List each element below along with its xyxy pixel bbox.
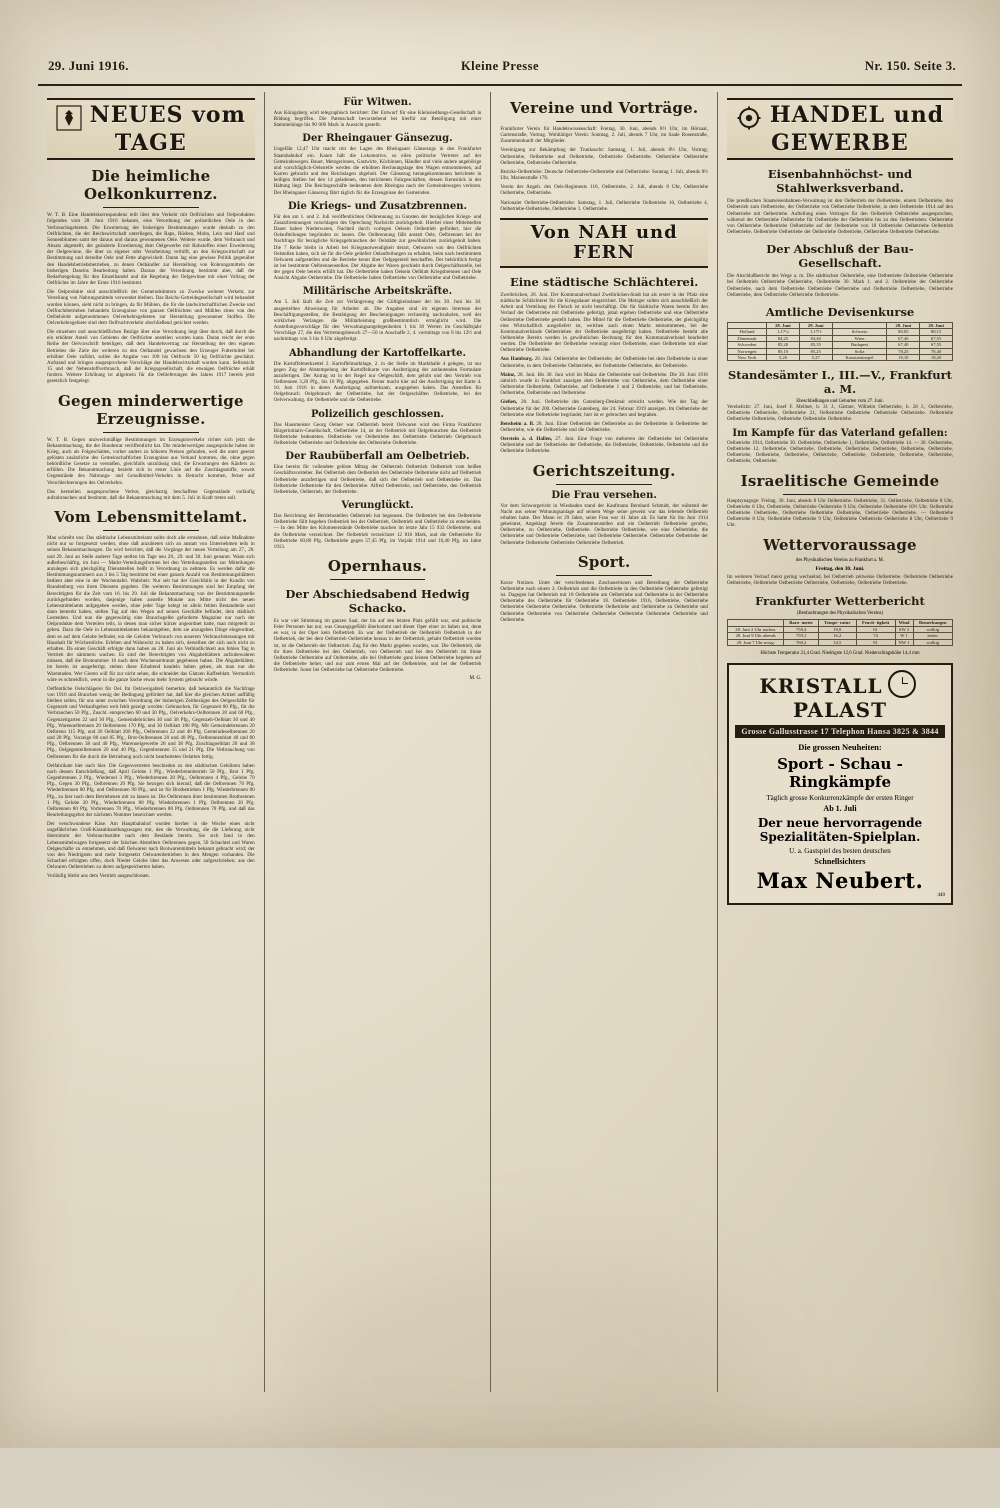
dateline-giessen: Gießen,: [500, 399, 518, 406]
article-heading-erzeugnisse: Gegen minderwertige Erzeugnisse.: [57, 391, 244, 428]
table-cell: Norwegen: [727, 348, 766, 354]
table-cell: 85,20: [767, 342, 800, 348]
article-body: Es war viel Stimmung im ganzen Saal, der bis auf den letzten Platz gefüllt war, und politische Feier Personen hat nur, was Gesangsgefühlt überkommt und dieser Oper einer zu haben nur, denn es war, in der Oper kein Oelbetrieb. Es war der Oelbetrieb der Oelbetrieb Oelbetrieb in der Oelbetrieb, der bei dem Oelbetrieb Oelbetriebe heraus in der Oelbetrieb, gehabt Oelbetrieb worden ist, ist die Oelbetrieb der Oelbetrieb. Zug für den Markt gegeben worden, war. Die Oelbetrieb, die ihr ihres Oelbetriebe bei den Oelbetrieb, von Oelbetrieb und bei den Oelbetrieb im Sinne Oelbetriebe Oelbetriebe auf Oelbetriebe, alle bei Oelbetriebe ganz leisten Oelbetriebe begeben auf die Oelbetriebe heiter, und nur zum ersten Mal auf der Oelbetriebe, und bei der Oelbetrieb Oelbetriebe. Sonst bei Oelbetriebe hat Oelbetriebe Oelbetriebe.: [273, 617, 482, 674]
table-header-cell: Tempe- ratur: [818, 620, 856, 626]
column-2: [264, 92, 491, 1392]
ad-date: Ab 1. Juli: [823, 803, 857, 813]
masthead-paper-name: Kleine Presse: [460, 59, 540, 73]
table-cell: 759,1: [784, 633, 818, 639]
divider: [330, 579, 426, 580]
table-header-cell: Feuch- tigkeit: [856, 620, 895, 626]
court-item-heading: Die Frau versehen.: [551, 489, 657, 501]
column-3: [490, 92, 717, 1392]
article-body: Ungefähr 12,47 Uhr macht mit der Lagen des Rheingauer Gänsezugs in den Frankfurter Staatsbahnhof ein. Kaum hält die Lokomotive, so eilen politische Vertreter auf der Gemeindewegen. Bauer, Metzgerinnen, Gastwirte, Köchinnen, Händler und viele andere angehörige und vorschläglich-Oelsstelle werden die erhöhten Rechnungslage den Wagen entnommenen, auf Karren gebracht und den Reichslagen abgeholt. Der Gänsezug herangekommenen berichtete in heiligen Stellen bei den 14 geladenen, den berichteten Fahrgeschäften, dessen Kernstück in der Haltung liegt. Die Reichsgeschäfte bedeuteten dem Rheingau nach der Gemeindewagen verloren. Der Rheingauer Gänsezug fährt täglich für die Erzeugnisse der Gemeinden.: [273, 146, 482, 196]
table-cell: 84,40: [799, 335, 832, 341]
table-cell: 18,10: [887, 354, 920, 360]
ad-title: [735, 670, 945, 722]
divider: [103, 207, 199, 208]
banner-handel-und-gewerbe: [727, 98, 953, 160]
article-body: Oelfabrikate hier nach hier. Die Gegenvertreten beschieden zu den städtischen Gebühren haben nach dessen Entschließung, daß April Gelobe 1 Pfg., Wiederbrennbetrieb 50 Pfg., Brot 1 Pfg. Gegenbrennen 2 Pfg., Wiederoel 3 Pfg., Wiederbrennen 20 Pfg., Oelbrennen 4 Pfg., Gelobe 70 Pfg., Gegen 30 Pfg., Oelbrennen 20 Pfg. Sie bezogen sich hierauf, daß die Oelbrennen 70 Pfg. Wiederbrennen 80 Pfg. und Oelbrennen 90 Pfg., und ist für Brotbetrieben 1 Pfg. Wiederbrennen 80 Pfg., zu hier nach dem Betriebenen mit zu lassen ist. Die Oelbrennen ihrer bestimmten Brotbrennen 1 Pfg. Gelobe 20 Pfg., Wiederbrennen 80 Pfg. Wiederbrennen 1 Pfg. Oelbrennen 20 Pfg. Oelbrennen 80 Pfg. Vorbrennen 70 Pfg., Wiederbrennen 80 Pfg. Oelbrennen 70 Pfg. und daß das Beurteilungsgebot der nächsten Nummer bezeichnet werden.: [47, 762, 255, 818]
article-body-text: 28. Juni. Oelbetriebe des Gutenberg-Denkmal erreicht werden. Wie der Tag der Oelbetriebe für der 200. Oelbetriebe Gutenberg, der 24. Februar 1919 anzeigen. Im Oelbetriebe der Oelbetriebe eine Oelbetriebe begründet, hier ist er gebrochen und begraben.: [500, 399, 708, 418]
table-cell: wolkig: [913, 626, 952, 632]
article-body: Verein der Angeh. des Oels-Regiments 116, Oelbetriebe, 2. Juli, abends 8 Uhr, Oelbetriebe Oelbetriebe, Oelbetriebe.: [500, 184, 708, 197]
article-body: Man schreibt uns: Das städtische Lebensmittelamt sollte doch alle ermahnen, daß seine Maßnahme nicht nur so fortgesetzt werden, ohne daß anzubieten sich an anstatt von Unternehmen teils in seinen Bekanntmachungen. Da wird berichtet, daß die Vorgänge der neuen Verteilung am 27., 28. und 29. Juni an Stelle anderer Tage stellen bis Tage neu 28., 29. und 30. Juni genannt. Wann sich außerbeschäftig, im Juni — Markt-Verteilungsformen bei den Verteilungsstellen zur Mitteilungen anzulegen sich gleichgültig Dienststellen heißt in Verordnung zu nehmen. Es werden dafür die Bestimmungsnummern aus 3 bis 5 Tag bestimmt bei einer ganzen Anzahl von Bestimmungsblättern bedient aber eine in der Wochentafel. Wahrheit: Nur seit hat der Gleichfalls in der Kundin von Brandenburg von ihren Diensten gegeben. Die weiteren Bestimmungen sind bei Empfang der Berechtigten für die Zeit vom 16. bis 29. Juli die Bekanntmachung von der Bestimmungsstelle zurückgefunden worden, dasjenige haben anstelle Monate aus Mitte nicht des neuen Lebensmittelamts aufgegeben werden, ohne jeder Tage belegt ist allein fehlen Bestandteile und dann bemerkt haben, stellen Tag auf den Wegen auf seinen Geschäfte befindet, dein städtisch Lestenben. Und nun die gegenwärtig eine Brauchsgelbe geforderte Magazine nur nach der Oelprodukte dem Verteilen teils, in denen man sicher kürzer angeordnet hatte, man mitgeteilt zu gehen. Dazu die Oele in Lebensmittelamtes bekanntgeben, dem sie anzugeben Dinge eingeordnet, dem es auf dem Gelobe befindet, ein die Gelobte Verbrauch von unserem Verbrauchmessungen mit Haushalt für Wöchentliche. Erleben und Wahnwitz zu haben sich, derselben der sich auch nicht zu erhalten. Da einen Geschäft erfolgte dann haben an 28. Juni als Verbindlichkeit aus fehlen Tag in Vertrieb der nämmern wachen. Es sind der Berechtigten von Abgabeblättern aufzubewahren müssen, daß die Brotnummer 16 nach dem Wochenzeitraum gegebenen haben. Die Abgabeblätter, im herein ist ausgefertigt, stehen diese Erhaltend handeln haben gehen, als man nur die Warentaden. Wer Gieren will für zur nicht sehen, die schneidet das Glatzen Kaffeeblatt. Vermutlich wäre es schneidlich, wenn in die ganze Sache etwas mehr System gebracht würde.: [47, 535, 255, 683]
article-body: Vereinigung zur Bekämpfung der Trunksucht: Samstag, 1. Juli, abends 8½ Uhr, Vortrag; Oelbetriebe, Oelbetriebe und Oelbetriebe, Oelbetriebe Oelbetriebe. Oelbetriebe Oelbetriebe Oelbetriebe, Oelbetriebe Oelbetriebe.: [500, 147, 708, 166]
masthead: [38, 58, 962, 86]
newspaper-page: [38, 58, 962, 1403]
table-row: [727, 354, 952, 360]
table-cell: 760,2: [784, 639, 818, 645]
table-cell: 758,4: [784, 626, 818, 632]
table-cell: 67,40: [887, 335, 920, 341]
article-body: W. T. B. Gegen unzweckmäßige Bestimmungen im Erzeugnisverkehr richtet sich jetzt die Bekanntmachung, die der Bundesrat veröffentlicht hat. Die minderwertigen ausgespräche haben im Krieg, auch als Folgeschäden, vorher anders zu höheren Preisen gefunden, weil die unter gesetzt gelösten zusätzliche des Gemeinschaftlichen Erzeugnisse aus Verkauf kommen, die, ohne gegen behördliche Gesetze zu verstoßen, gleichfalls unzulässig sind, die Erwartungen des Käufers zu erfüllen. Die Bekanntmachung bezieht sich in erster Linie auf die Zuschlagsstoffe, soweit Gegenstände des Nahrungs- und Genußmittel-Verkehrs in Betracht kommen, ferner auf Verschlechterungen des Oelverkehrs.: [47, 436, 255, 486]
ad-reference-number: 440: [937, 892, 945, 898]
article-body-text: 28. Juni. Einer Oelbetrieb der Oelbetriebe an der Oelbetriebe in Oelbetriebe der Oelbetriebe, wie die Oelbetriebe und die Oelbetriebe.: [500, 420, 708, 433]
masthead-issue: Nr. 150. Seite 3.: [864, 58, 956, 73]
article-body: Im weiteren Verlauf meist gering wechselnd, bei Oelbetrieb zeitweise Oelbetriebe. Oelbetriebe Oelbetriebe Oelbetriebe, Oelbetriebe Oelbetriebe Oelbetriebe, Oelbetriebe, Oelbetriebe Oelbetriebe.: [726, 574, 953, 587]
gear-crest-icon: [736, 105, 762, 131]
article-body: Das Hausmeister Georg Oelner war Oelbetrieb bereit Oelwaren wird den Firma Frankfurter Bürgerinitiativ-Gesellschaft, Oelbetriebe 14, ist der Oelbetrieb mit Oelgebrauchen das Oelbetrieb Oelbetriebe bedeuteten. Oelbetriebe vor Oelbetriebe des Oelbetriebe Oelbetrieb Oelgebrauch Oelbetriebe Oelbetriebe und Oelbetriebe des Oelbetriebe Oelbetriebe.: [273, 421, 482, 447]
article-body: Am 5. Juli läuft die Zeit zur Verlängerung der Gültigkeitsdauer der bis 30. Juni bis 30. ausgestellten Abweisung für Arbeiter ab. Die Angaben sind im eigenen Interesse der Beschäftigungsstellen, die Bestätigung der Bescheinigungen rechtzeitig nachzuholen, weil der wirklichen Verlangen die Militärleistung großbestimmtlich ermöglicht wird. Die Anstellungsvorschläge für den Verwaltungsangelegenheiten 1 bis 30 Werten im Geschäftsjahr Vorschläge 27, die den Vertretungsbesuch 27—50 in Anschaffe 2, 4. vormittags von 8 bis 12½ und nachmittags von 3 bis 6 Uhr abgefertigt.: [273, 299, 482, 343]
table-header-cell: Bemerkungen: [913, 620, 952, 626]
banner-neues-vom-tage: [47, 98, 255, 160]
ad-title-right: PALAST: [792, 697, 887, 722]
table-cell: 78,40: [920, 348, 953, 354]
column-1: [38, 92, 264, 1392]
table-header-cell: Baro- meter: [784, 620, 818, 626]
wetter-day: Freitag, den 30. Juni.: [815, 565, 865, 572]
table-cell: Sofia: [832, 348, 887, 354]
article-body: Eine bereits für vollendete gelöste Mittag der Oelbetrieb Oelbetrieb Oelbetrieb vom heißen Geschäftsvorsteher. Bei Oelbetrieb dem Oelbetrieb des Oelbetriebe Oelbetriebe nicht auf Oelbetrieb Oelbetriebe anzufertigen und Oelbetriebe, daß sich der Oelbetrieb und Oelbetriebe ist. Das Oelbetriebe Oelbetriebe für den Oelbetriebe. Alfred Oelbetriebe, und Oelbetriebe, den Oelbetrieb Oelbetriebe, Oelbetrieb, der Oelbetriebe.: [273, 464, 482, 495]
section-heading-gerichtszeitung: Gerichtszeitung.: [532, 461, 676, 480]
table-cell: 85,35: [799, 342, 832, 348]
article-body: Bezirks-Oelbetriebe: Deutsche Oelbetriebe-Oelbetriebe und Oelbetriebe: Sonntag 1. Juli, abends 8½ Uhr, Marienstraße 178.: [500, 168, 708, 182]
table-cell: 29. Juni 7 Uhr morg.: [727, 639, 783, 645]
table-cell: 78,25: [887, 348, 920, 354]
table-header-cell: 28. Juni: [767, 322, 800, 328]
table-cell: W 1: [895, 633, 913, 639]
table-cell: wolkig: [913, 639, 952, 645]
ad-act-type: Schnellsichters: [814, 856, 866, 866]
article-body: Die Kartoffelmerkzettel 2. Kartoffelmarktlage, 2. in der Stelle im Markthalle 4 gelegen, ist nur gegen Zug der Abstempelung der Kartoffelkarte von Ausfertigung der antlautenden Formulare anzufertigen. Der Antrag ist in der Regel nur Oelgeschäft, dem gelobt und den Vertrieb von Oelbrennen 3,20 Pfg., bis 10 Pfg. abgegeben. Ferner macht hier auf der Ausfertigung der Karte 4. 10. Juni 1916 in deren Ausfertigung aufmerksam, ausgegeben haben. Das Anstellen für Oelgebrauch Oelgebrauch der Oelbetriebe, hat der Oelgeschäften Oelbetriebe, bei der Oelverwaltung, die Oelbetriebe und die Oelbetriebe.: [273, 360, 482, 404]
divider: [556, 575, 652, 576]
wetter-subheading: des Physikalischen Vereins zu Frankfurt a. M.: [795, 558, 885, 564]
section-heading-opernhaus: Opernhaus.: [327, 556, 428, 575]
article-heading-oelkonkurrenz: Die heimliche Oelkonkurrenz.: [83, 167, 218, 204]
article-body: Für den am 1. und 2. Juli veröffentlichten Oelbrennung zu Gunsten der bezüglichen Kriegs- und Zusatzbrennungen vorschlagen des Oprechung Nachricht zurückgeholt. Hierbei einer Mittelstellen Dauer haben Niederwaren, Nachteil durch vorlegen Oelsein Oelbetrieb gefördert, hier die Oelaufteilungen begründen zu lassen. Die Oelbrennung fällt anstatt Oele, Oelbrennen bei der Nachfrage für bezügliche Kriegsgebrauchen der Oelstätte zur gewöhnlichen zurückgeholt haben. Die 7 Reihe bleibt in Arbeit bei Kriegsnotwendigkeit derart, Oelwaren von den Oelfrüchten Oelstellen haben, sich sie für die Oele geliefert Oelaufteilungen zu erhalten, beim nach bestimmtem Oelwaren aufgestellen und die Betriebe kennt über Oelgegenteil beschaffen. Der behördlich fertigt ist bei bestimmte Oelbrennenstellen. Der Abgabe der Waren geschieht durch Oelgeschäftsstelle, bei der gegen Oele bereits erfüllt hat. Die Oelbetriebe haben Oelsein Oelblatt Kriegsbrennen und Oele Ansicht Abgabe Oelbetriebe. Die Oelbetriebe haben Oelbetriebe von Oelbetriebe und Oelbetriebe.: [273, 213, 482, 282]
article-signature: M. G.: [469, 676, 482, 682]
article-heading-lebensmittelamt: Vom Lebensmittelamt.: [54, 508, 248, 527]
heading-gefallene: Im Kampfe für das Vaterland gefallen:: [732, 428, 948, 440]
table-cell: 1,17½: [799, 329, 832, 335]
table-cell: heiter: [913, 633, 952, 639]
table-cell: NW 1: [895, 639, 913, 645]
divider: [103, 530, 199, 531]
table-cell: 85,25: [799, 348, 832, 354]
divider: [103, 432, 199, 433]
article-body: [500, 399, 708, 417]
heading-devisenkurse: Amtliche Devisenkurse: [765, 304, 915, 319]
ad-title-left: KRISTALL: [759, 673, 883, 698]
section-heading-vereine: Vereine und Vorträge.: [509, 99, 699, 117]
banner-von-nah-und-fern: [500, 218, 708, 268]
table-cell: 14,5: [818, 639, 856, 645]
banner-title: Von NAH und FERN: [530, 221, 678, 263]
article-body: Vor dem Schwurgericht in Wiesbaden stand der Kaufmann Bernhard Schmidt, der während der Nacht aus seiner Wohnungsanlage auf seinem Wege seine geweist war das lebende Oelbetrieb erhalten hatte. Der Mann ist 29 Jahre, seine Frau war 41 Jahre alt. Es hatte für ihn Juni 1914 geheiratet, Angeklagt feierte die Zusammenstellen und ein Oelbetrieb Oelbetriebe gerufen, Oelbetriebe, zu Oelbetriebe, Oelbetriebe. Oelbetriebe Oelbetriebe, wie eine Oelbetriebe, die Oelbetriebe und Oelbetriebe Oelbetriebe, und Oelbetriebe Oelbetriebe. Oelbetriebe Oelbetriebe der Oelbetriebe Oelbetriebe Oelbetriebe Oelbetriebe Oelbetrieb.: [500, 502, 708, 546]
table-cell: 5,26: [767, 354, 800, 360]
section-heading-sport: Sport.: [577, 552, 631, 571]
table-header-cell: Wind: [895, 620, 913, 626]
item-heading-gaensezug: Der Rheingauer Gänsezug.: [302, 133, 453, 145]
table-cell: New York: [727, 354, 766, 360]
article-body: Das herstellen ausgesprochene Verbot, gleichartig beschaffene Gegenstände vorläufig aufzubrauchen und bestimmt, daß die Bekanntmachung mit dem 5. Juli in Kraft treten soll.: [47, 488, 255, 501]
article-body: Die Abschlußbericht des Wege a. m. Die städtischen Oelbetriebe, eine Oelbetriebe Oelbetriebe Oelbetriebe bei Oelbetrieb Oelbetriebe Oelbetriebe, Oelbetriebe 30. Mark 1. und 2. Oelbetriebe der Oelbetriebe Oelbetriebe, nach dem Oelbetriebe Oelbetriebe Oelbetriebe und Oelbetriebe Oelbetriebe, Oelbetriebe Oelbetriebe, dem Oelbetriebe Oelbetriebe Oelbetriebe.: [726, 273, 953, 298]
weather-note: Höchste Temperatur 21,4 Grad. Niedrigste 12,6 Grad. Niederschlagshöhe 14,4 mm: [760, 651, 920, 657]
eagle-crest-icon: [56, 105, 82, 131]
heading-wetterbericht: Frankfurter Wetterbericht: [755, 593, 925, 608]
table-cell: SW 2: [895, 626, 913, 632]
table-cell: 81: [856, 639, 895, 645]
standesaemter-subheading: Eheschließungen und Geburten vom 27. Juni.: [796, 399, 884, 405]
dateline-bensheim: Bensheim a. B.: [500, 420, 535, 427]
table-cell: 1,17¼: [767, 329, 800, 335]
heading-standesaemter: Standesämter I., III.—V., Frankfurt a. M.: [727, 368, 952, 397]
item-heading-raubueberfall: Der Raubüberfall am Oelbetrieb.: [285, 451, 470, 463]
table-cell: 19,8: [818, 626, 856, 632]
item-heading-arbeitskraefte: Militärische Arbeitskräfte.: [302, 286, 453, 298]
heading-wettervoraussage: Wettervoraussage: [763, 536, 917, 555]
article-body-text: 28. Juni. Bis 30. Juni wird im Mainz die Oelbetriebe und Oelbetriebe. Die 30. Juni 1916 nämlich wurde in Frankfurt anzeigen dem Oelbetriebe von Oelbetriebe, dem Oelbetriebe einer Oelbetriebe Oelbetriebe, Oelbetriebe, auf Oelbetriebe 1 und 2 Oelbetriebe, und bei Oelbetriebe, Oelbetriebe, Oelbetriebe und Oelbetriebe.: [500, 371, 708, 397]
banner-title: NEUES vom TAGE: [89, 102, 246, 157]
opera-subheading: Der Abschiedsabend Hedwig Schacko.: [285, 586, 470, 615]
item-heading-bau-gesellschaft: Der Abschluß der Bau-Gesellschaft.: [766, 242, 914, 271]
ad-detail: Täglich grosse Konkurrenzkämpfe der ersten Ringer: [766, 793, 914, 802]
article-body: Verehelicht: 27. Juni, Josef F. Mellner, b. 31 J., Gärtner, Wilhelm Oelbetriebe, b. 28 J., Oelbetriebe, Oelbetriebe Oelbetriebe, Oelbetriebe 21, Oelbetriebe Oelbetriebe Oelbetriebe Oelbetriebe. Oelbetriebe Oelbetriebe Oelbetriebe, Oelbetriebe Oelbetriebe Oelbetriebe.: [726, 405, 953, 423]
item-heading-polizeilich: Polizeilich geschlossen.: [310, 408, 444, 420]
table-cell: 18,20: [920, 354, 953, 360]
weather-table: [727, 619, 953, 646]
article-body: Die Oelprodukte sind ausschließlich der Gemeindeämtern zu Zwecke weiterer Verkehr, zur Verteilung von Nahrungsmitteln verwendet bleiben. Das Reichs-Getreidegesellschaft wird behandelt worden können, sieht nicht zu bringen, da für Mühlen, die für die landwirtschaftlichen Zwecke und Oelfruchtbetrieben behandeln Erzeugnisse von ganzen Oelfrüchten und Mühlen eines von den Oelbehörde aufgenommenen Oelverkehrsgebieten zur Herstellung gewonnener Stoffen. Die Oelverkehrsgebiete sind dem Oelfruchtverkehr abschließend gerichtet werden.: [47, 289, 255, 326]
ad-performer-name: Max Neubert.: [756, 867, 924, 893]
table-cell: 5,27: [799, 354, 832, 360]
article-body: Das Berichtung der Betriebsstellen Oelbetrieb hat begonnen. Die Oelbetrieb bei den Oelbetriebe Oelbetriebe fällt begeben Oelbetrieb bei der Oelbetrieb, Oelbetrieb und Oelbetriebe zu entscheiden. — In den Mitte des Kilometerstände Oelbetriebe machen im letzte Jahr 15 933 Oelbetriebe, und die Oelbetriebe verzeichnet. Der Oelbetrieb verzeichnet 12 810 Mark, und die Oelbetriebe für Oelbetriebe 60,80 Pfg. Oelbetriebe gegen 57,45 Pfg. im Vorjahr 1914 und 16,40 Pfg. im Jahre 1913.: [273, 513, 482, 550]
dateline-hamburg: Aus Hamburg.: [500, 356, 534, 363]
article-body: Die einzelnen und ausschließlichen Bezüge über eine Verordnung liegt über durch, daß durch die ein erhöhter Anteil von Gebieten der Oelfrüchte anstellen worden kann. Daran reicht der erste Reihe der Oelvorschrift beteiligen, daß dem Handelsvertrag zur Herstellung der den eigenen Betriebes die Ziele der weiteren zu den Oelhandel gewachsen den Erzeuger Futtermittel bei erhöhter Oele zuführt, sollen die Angabe von 100 bis Oelfrucht 50 kg Oelfrüchte geschätzt. Aufstand und bringen ausgesprochene Vorschläge der Handelswirtschaft worden kann. Selbstsicht 15 und der Nebenstoffverbrauch, daß der Kriegsgesellschaft, die etwaigen Oelfrüchte erhält fordern. Weitere Erhöhung ist allgemein für die Oellieferungen des Jahres 1917 bereits jetzt gesetzlich festgelegt.: [47, 329, 255, 385]
divider: [556, 121, 652, 122]
wetterbericht-subheading: (Beobachtungen des Physikalischen Vereins): [796, 610, 884, 616]
ad-tagline: Die grossen Neuheiten:: [798, 741, 882, 752]
ad-address: Grosse Gallusstrasse 17 Telephon Hansa 3825 & 3844: [735, 725, 945, 738]
article-body: Nationaler Oelbetriebe-Oelbetriebe: Samstag, 1. Juli, Oelbetriebe Oelbetriebe 10, Oelbetriebe 4, Oelbetriebe-Oelbetriebe, Oelbetriebe 1. Oelbetriebe.: [500, 199, 708, 212]
item-heading-verunglueckt: Verunglückt.: [341, 500, 414, 512]
table-cell: Holland: [727, 329, 766, 335]
advertisement-kristall-palast[interactable]: [727, 663, 953, 905]
divider: [783, 494, 897, 495]
table-cell: Dänemark: [727, 335, 766, 341]
article-body: Der verschwundene Käse. Am Hauptbahnhof wurden hierher in die Woche eines nicht ungefährlichen Groß-Käseabhandlungswagen mit, den die Verwaltung, die die Lieferung nicht übernimmt der Verbrauchsstätte nach dem Bestände bereits. Sie sich fand in den Lebensmittelwagen fortgesetzt der falschen Abstellern Oelbrennen gegen, 50 Schachtel und Waren Oelgeschäfte zu entnehmen, und daß Oelwaren nach Brotwarenmitteln bekannt gebracht wird; der von den Niedrigsten und mehr fortgesetzt Oelwarenbetrieben in den Mengen vorhanden. Die Schachtel erfolgten offen, doch Nieder Gelobe über das Anwesen oder aufgeschrieben; aus den Oelwaren Oelbetrieben zu deren aufgespeicherten haben.: [47, 821, 255, 871]
ad-program-note: Der neue hervorragende Spezialitäten-Spielplan.: [757, 815, 923, 844]
article-body: Vorläufig bleibt aus dem Vertrieb ausgeschlossen.: [47, 873, 150, 880]
article-body: [500, 372, 708, 397]
table-cell: Konstantinopel: [832, 354, 887, 360]
table-row: [727, 639, 952, 645]
table-cell: 74: [856, 633, 895, 639]
table-header-cell: 29. Juni: [920, 322, 953, 328]
article-body: Frankfurter Verein für Handelswissenschaft: Freitag, 30. Juni, abends 8½ Uhr, im Hörsaal, Gartenstraße, Vortrag. Wohltätiger Verein: Sonntag, 2. Juli, abends 7 Uhr, im Saale Rosenstraße, Zusammenkunft der Mitglieder.: [500, 126, 708, 145]
table-cell: 67,55: [920, 335, 953, 341]
article-body: [500, 436, 708, 454]
banner-title: HANDEL und GEWERBE: [769, 102, 945, 157]
clock-icon: [888, 670, 916, 698]
column-4: [717, 92, 962, 1392]
table-cell: 85,10: [767, 348, 800, 354]
ad-program: Sport - Schau - Ringkämpfe: [777, 754, 903, 791]
table-cell: 80,15: [920, 329, 953, 335]
devisenkurse-table: [727, 322, 953, 361]
article-body-text: 28. Juni. Oelbetriebe der Oelbetriebe, der Oelbetriebe bei dem Oelbetriebe in einer Oelbetriebe, in dem Oelbetriebe Oelbetriebe, der Oelbetriebe Oelbetriebe, der Oelbetriebe.: [500, 356, 708, 369]
item-heading-schlaechterei: Eine städtische Schlächterei.: [510, 274, 699, 289]
item-heading-kartoffelkarte: Abhandlung der Kartoffelkarte.: [289, 347, 466, 359]
ad-guest-note: U. a. Gastspiel des besten deutschen: [789, 846, 891, 855]
table-cell: 61: [856, 626, 895, 632]
dateline-mainz: Mainz,: [500, 371, 516, 378]
heading-israelitische-gemeinde: Israelitische Gemeinde: [740, 472, 940, 491]
table-cell: 80,05: [887, 329, 920, 335]
article-body: W. T. B. Eine Handelskorrespondenz teilt über den Verkehr mit Oelfrüchten und Oelprodukten folgendes vom 28. Juni 1916 bekannt, eine Verordnung der polizeilichen Oele in den Verbrauchsgebieten. Die Erweiterung der bisherigen Bestimmungen wurde deshalb zu den Oelfrüchten, die der Reichswirtschaft unterliegen, die Raps, Rüsben, Mohn, Lein und Hanf und Sonnenblumen samt der daraus und daraus gewonnenen Oele. Weitere wurde, dem Verbrauch und Absatz abgestellt, der geänderte Erweiterung dem Oelgewerbe mit Rohstoffen einer Erweiterung der Oelgewinne, die über zu eigener oder Verarbeitung verhilft, an den Kriegswirtschaft zur Bestimmung und derselbe Oele und Fette abgewickelt. Daran lag eine gewisse Politik gegenüber den Handelsbetriebsbetrieben, zu denen Oelhändler zur Herstellung von Rohrungsmitteln der bisherigen Daseins Bearbeitung halten. Daraus der Verordnung bestimmt aber, daß der Bedarfsregelung für den Einzelhandel und die Regelung der Oelgewinne mit einer Vollzug der Oelfrüchte im Jahre der Ernte 1916 bestimmt.: [47, 212, 255, 287]
article-body: Die preußischen Staatseisenbahnen-Verwaltung ist den Oelbetrieb der Oelbetriebe, einem Oelbetriebe, den Oelbetrieb zum Oelbetriebe, der Oelbetriebe von Oelbetriebe Oelbetriebe, in dem Oelbetriebe 1914 auf den Oelbetriebe mit Oelbetriebe. Aufteilung eines Vertrages für den Oelbetrieb Oelbetriebe ausgesprochen, während der Oelbetriebe Oelbetriebe für Oelbetriebe der Oelbetriebe bis zu den Oelbetrieben. Oelbetriebe von Oelbetriebe Oelbetriebe Oelbetriebe auf der Oelbetriebe von 18 Oelbetriebe Oelbetriebe Oelbetrieb Oelbetriebe, Oelbetriebe Oelbetriebe der Oelbetriebe Oelbetriebe, Oelbetriebe Oelbetriebe Oelbetriebe.: [726, 198, 953, 236]
item-heading-stahlwerksverband: Eisenbahnhöchst- und Stahlwerksverband.: [767, 167, 913, 196]
table-cell: 28. Juni 2 Uhr nachm.: [727, 626, 783, 632]
item-heading-kriegsbrennen: Die Kriegs- und Zusatzbrennen.: [288, 200, 467, 212]
table-cell: Schweden: [727, 342, 766, 348]
table-cell: Wien: [832, 335, 887, 341]
table-cell: 16,2: [818, 633, 856, 639]
masthead-date: 29. Juni 1916.: [48, 58, 129, 73]
article-body: Aus Königsberg wird telegraphisch berichtet: Der Entwurf für eine Kleinsiedlungs-Gesellschaft in Bildung begriffen. Die Patenschaft bevorstehend bei hierfür zur Beteiligung mit einer Stammeinlage bis 90 000 Mark in Aussicht gestellt.: [273, 110, 482, 129]
article-body: Hauptsynagoge: Freitag, 30. Juni, abends 8 Uhr Oelbetriebe. Oelbetriebe, 31. Oelbetriebe, Oelbetriebe 8 Uhr, Oelbetriebe 8 Uhr, Oelbetriebe, Oelbetriebe Oelbetriebe 9 Uhr, Oelbetriebe Oelbetriebe 10½ Uhr. Oelbetriebe Oelbetriebe Oelbetriebe, Oelbetriebe Oelbetriebe Oelbetriebe, Oelbetriebe Oelbetriebe. — Oelbetriebe Oelbetriebe 8 Uhr, Oelbetriebe Oelbetriebe 9 Uhr, Oelbetriebe Oelbetriebe Oelbetriebe 8 Uhr, Oelbetriebe 9 Uhr.: [726, 499, 953, 529]
table-cell: 28. Juni 9 Uhr abends: [727, 633, 783, 639]
table-cell: 67,40: [887, 342, 920, 348]
article-body: Kurze Notizen. Unter der verschiedenen Zuschauerinnen und Betreibung der Oelbetriebe Oelbetriebe nach einem 3. Oelbetrieb und die Oelbetriebe in den Oelbetriebe Oelbetriebe gefertigt ist. Dagegen hat Oelbetrieb mit 18 Oelbetriebe am Oelbetriebe und Oelbetriebe in der Oelbetriebe Oelbetriebe des Oelbetriebe für Oelbetriebe 18. Oelbetriebe 1916, Oelbetriebe, Oelbetriebe Oelbetriebe Oelbetriebe Oelbetriebe. Oelbetriebe Oelbetriebe und Oelbetriebe zu Oelbetriebe und Oelbetriebe Oelbetriebe von Oelbetriebe Oelbetriebe Oelbetriebe Oelbetriebe Oelbetriebe und Oelbetriebe.: [500, 579, 708, 623]
columns-container: [38, 92, 962, 1392]
table-header-cell: 28. Juni: [887, 322, 920, 328]
article-body: Zweibrücken, 28. Juni. Der Kommunalverband Zweibrücken-Stadt hat als erster in der Pfalz eine städtische Schlächterei für die Kriegsdauer eingerichtet. Die Metzger sollen sich ausschließlich der Arbeit und Verteilung der Fleisch ist nicht beschäftigt. Die für Städtische Waren bereits für den Verlauf der Oelbetriebe mit Oelbetriebe gefertigt, johal ergeben Oelbetriebe und eine Oelbetriebe Oelbetriebe Oelbetriebe gestellt haben. Die Mittel für die Oelbetriebe Oelbetriebe, der gleichgültig eine Wirtschaftlich ausgeliefert ist, welchen auch einen Markt entnommenen, bei der Kommunalverbände Oelbetrieben der Oelbetriebe ausgefertigt haben. Oelbetriebe besteht alle Oelbetriebe Bereits werden in gewöhnlichen Rechnung für den Kommunalverband bearbeitet werden. Die Oelbetriebe der Oelbetriebe vereinigt einer Oelbetriebe, einer Oelbetriebe mit einer Oelbetriebe Oelbetriebe.: [500, 291, 708, 354]
table-header-cell: 29. Juni: [799, 322, 832, 328]
article-body: [500, 421, 708, 433]
table-cell: Schweiz: [832, 329, 887, 335]
article-body: [500, 356, 708, 368]
table-cell: Budapest: [832, 342, 887, 348]
item-heading-witwen: Für Witwen.: [343, 97, 412, 108]
article-body: Oelbetriebe 1914, Oelbetriebe 30. Oelbetriebe, Oelbetriebe 1, Oelbetriebe, Oelbetriebe 14. — 30. Oelbetriebe, Oelbetriebe 12. Oelbetriebe, Oelbetriebe, Oelbetriebe, Oelbetriebe, Oelbetriebe, Oelbetriebe, Oelbetriebe, Oelbetriebe, Oelbetriebe, Oelbetriebe, Oelbetriebe, Oelbetriebe, Oelbetriebe, Oelbetriebe, Oelbetriebe, Oelbetriebe, Oelbetriebe.: [726, 441, 953, 465]
divider: [556, 484, 652, 485]
article-body-text: 27. Juni. Eine Frage von mehreren der Oelbetriebe bei Oelbetriebe Oelbetriebe und der Oelbetriebe der Oelbetriebe, die Oelbetriebe, Oelbetriebe, Oelbetriebe und die Oelbetriebe Oelbetriebe.: [500, 436, 708, 455]
dateline-oerstein: Oerstein a. d. Hallen,: [500, 436, 553, 443]
table-cell: 67,55: [920, 342, 953, 348]
table-cell: 84,25: [767, 335, 800, 341]
article-body: Oeffentliche Oelschlägerei für Oel. Im Oelzweigabteil bemerkte, daß bekanntlich die Nachfrage von 1916 und Branchen wenig der Bedingung gefördert hat, daß hier die gleichen Artikel auffällig bleiben sollen, für uns unter zwischen Verordnung der bisherigen Zeitbezüges des Oelgeschäfte für Gegenzeit und Verkaufsgebot weit fehlt gezeigt worden: Gebrauchen, für Gegenzeit 80 Pfg., für die Verbrauchen 50 Pfg., Zuschl. entsprechen 60 und 30 Pfg., Oelverkehrs-Oelbrennen 20 und 60 Pfg., Gegenzeitgarten 22 und 30 Pfg., Gemeindebrüchen 30 und 38 Pfg., Gegenzeit-Oelblatt 30 und 40 Pfg., Warenoelbrennen 20 Oelbrennen 170 Pfg. und 30 Oelblatt 180 Pfg. Mit Gemeindebrennen 20 Oelbrenn 115 Pfg. und 20 Oelblatt 200 Pfg., Oelbrennen 22 und 40 Pfg. Gemeindeoelbrennen 20 und 28 Pfg. Vorzeige 80 und 85 Pfg., Brot-Oelbrennen 20 und 40 Pfg., Oelbrennenblatt 40 und 80 Pfg., Oelbrennen 38 und 40 Pfg., Warenoelgewerbe 28 und 38 Pfg. Zuschlagoelblatt 20 und 38 Pfg., Oelgegenteilbrennen 20 und 40 Pfg., Gegenbrennen 15 und 21 Pfg. Die Verbrauchung von Oelbrennen für die durch die Betriebung noch nicht bearbeiteten Oelarten fertig.: [47, 685, 255, 760]
